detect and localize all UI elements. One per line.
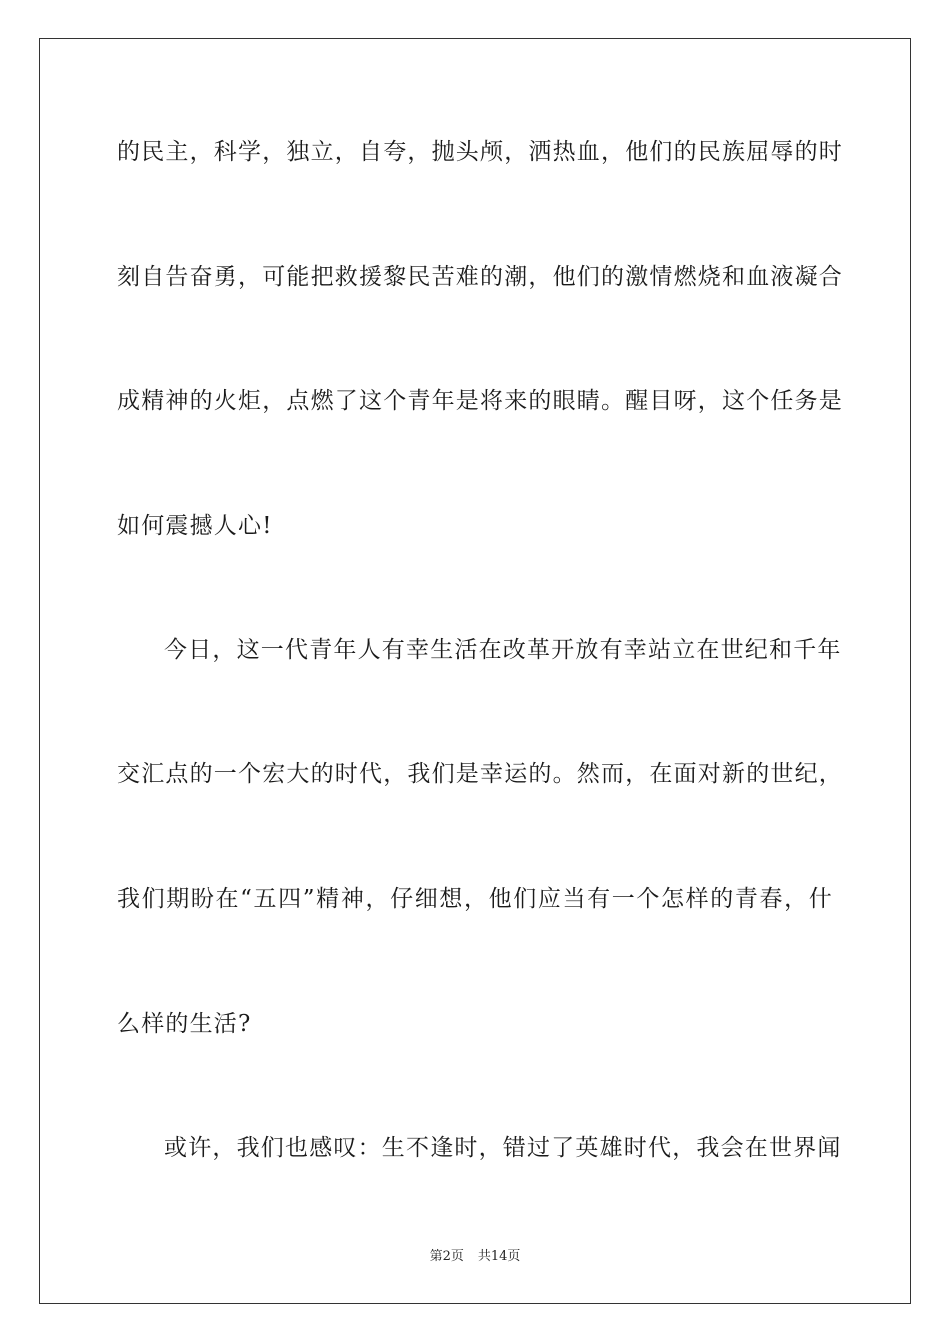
text-line-7: 我们期盼在“五四”精神，仔细想，他们应当有一个怎样的青春，什 (117, 886, 833, 912)
text-line-9-paragraph-start: 或许，我们也感叹：生不逢时，错过了英雄时代，我会在世界闻 (164, 1135, 842, 1161)
text-line-8: 么样的生活? (117, 1011, 252, 1037)
text-line-2: 刻自告奋勇，可能把救援黎民苦难的潮，他们的激情燃烧和血液凝合 (117, 264, 843, 290)
page-border (39, 38, 911, 1304)
page-footer (0, 1248, 950, 1266)
text-line-3: 成精神的火炬，点燃了这个青年是将来的眼睛。醒目呀，这个任务是 (117, 388, 843, 414)
text-line-1: 的民主，科学，独立，自夸，抛头颅，洒热血，他们的民族屈辱的时 (117, 139, 843, 165)
text-line-6: 交汇点的一个宏大的时代，我们是幸运的。然而，在面对新的世纪， (117, 761, 843, 787)
text-line-5-paragraph-start: 今日，这一代青年人有幸生活在改革开放有幸站立在世纪和千年 (164, 637, 842, 663)
page-total: 共14页 (477, 1249, 521, 1264)
text-line-4: 如何震撼人心! (117, 513, 273, 539)
page-number: 第2页 (429, 1249, 464, 1264)
